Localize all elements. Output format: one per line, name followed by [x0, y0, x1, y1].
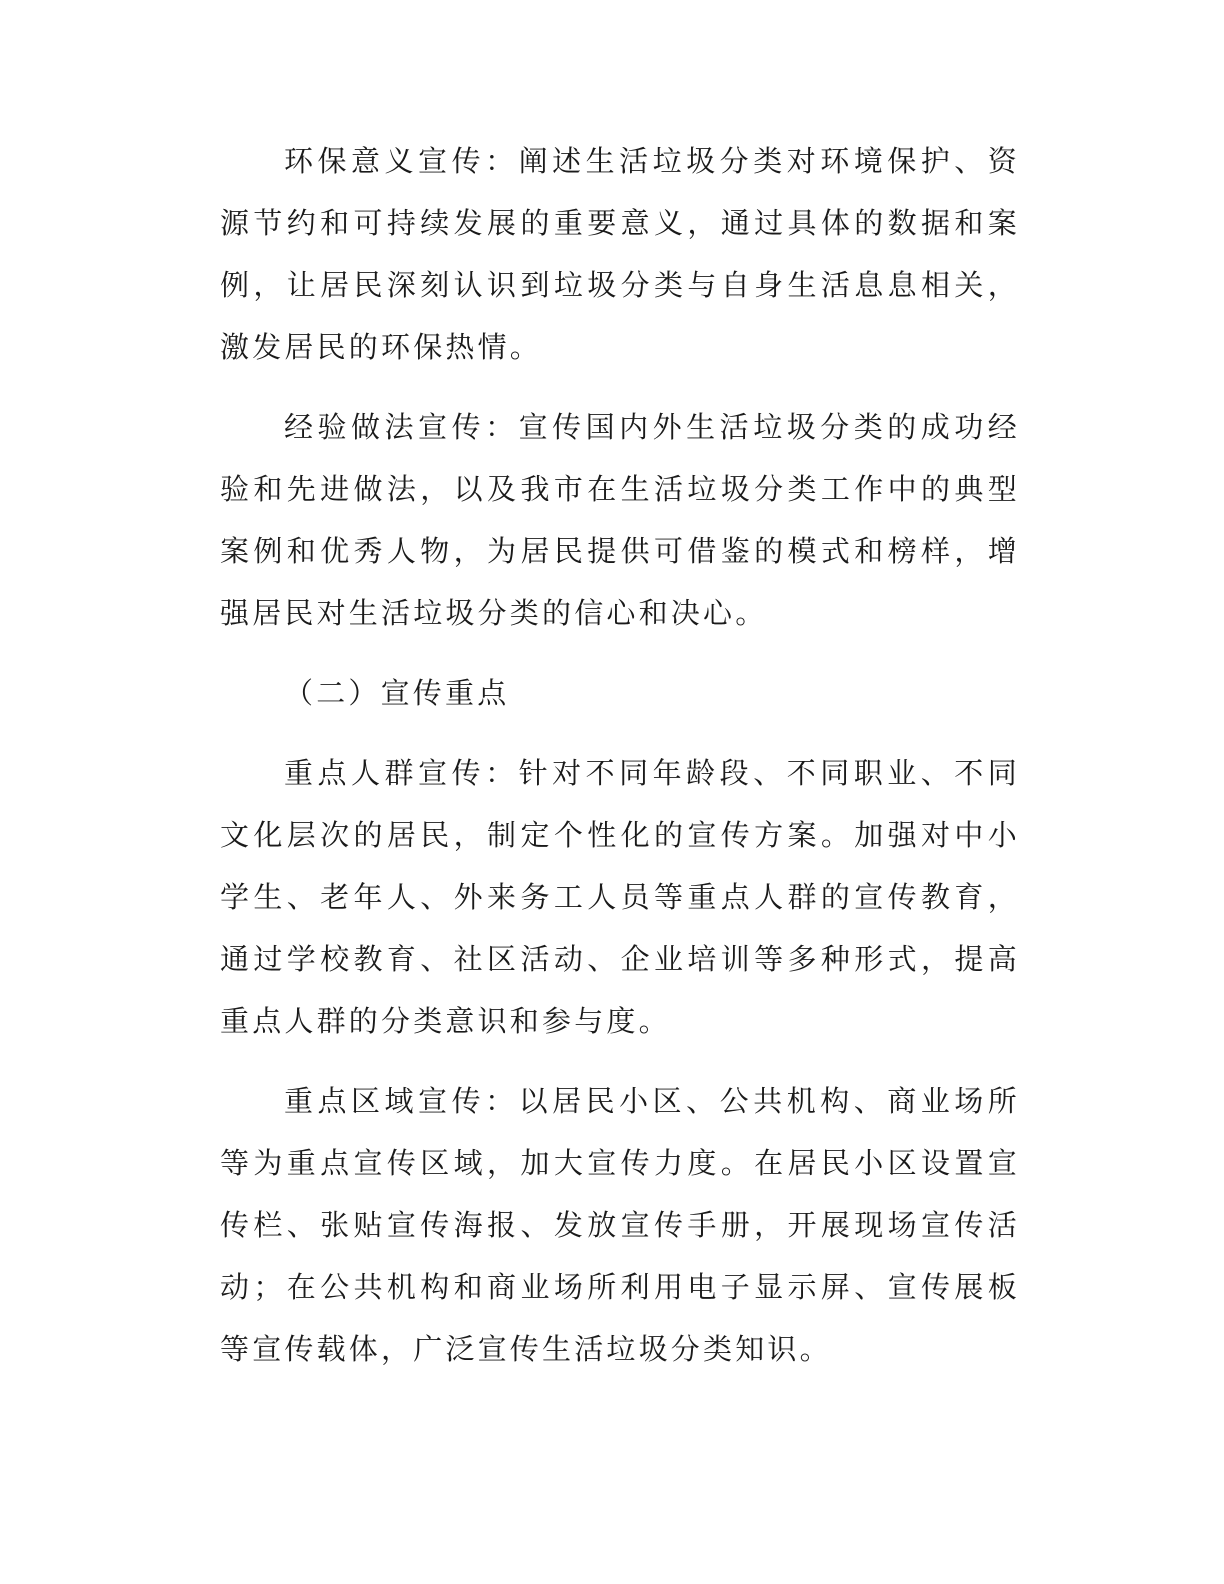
paragraph-key-areas: 重点区域宣传：以居民小区、公共机构、商业场所等为重点宣传区域，加大宣传力度。在居民小区设置宣传栏、张贴宣传海报、发放宣传手册，开展现场宣传活动；在公共机构和商业场所利用电子显示屏、宣传展板等宣传载体，广泛宣传生活垃圾分类知识。	[220, 1084, 1020, 1366]
section-heading-publicity-focus: （二）宣传重点	[284, 676, 510, 710]
document-body	[220, 130, 1020, 1398]
paragraph-environmental-significance: 环保意义宣传：阐述生活垃圾分类对环境保护、资源节约和可持续发展的重要意义，通过具体的数据和案例，让居民深刻认识到垃圾分类与自身生活息息相关，激发居民的环保热情。	[220, 144, 1020, 364]
paragraph-experience-practices: 经验做法宣传：宣传国内外生活垃圾分类的成功经验和先进做法，以及我市在生活垃圾分类工作中的典型案例和优秀人物，为居民提供可借鉴的模式和榜样，增强居民对生活垃圾分类的信心和决心。	[220, 410, 1020, 630]
paragraph-key-groups: 重点人群宣传：针对不同年龄段、不同职业、不同文化层次的居民，制定个性化的宣传方案。加强对中小学生、老年人、外来务工人员等重点人群的宣传教育，通过学校教育、社区活动、企业培训等多种形式，提高重点人群的分类意识和参与度。	[220, 756, 1020, 1038]
